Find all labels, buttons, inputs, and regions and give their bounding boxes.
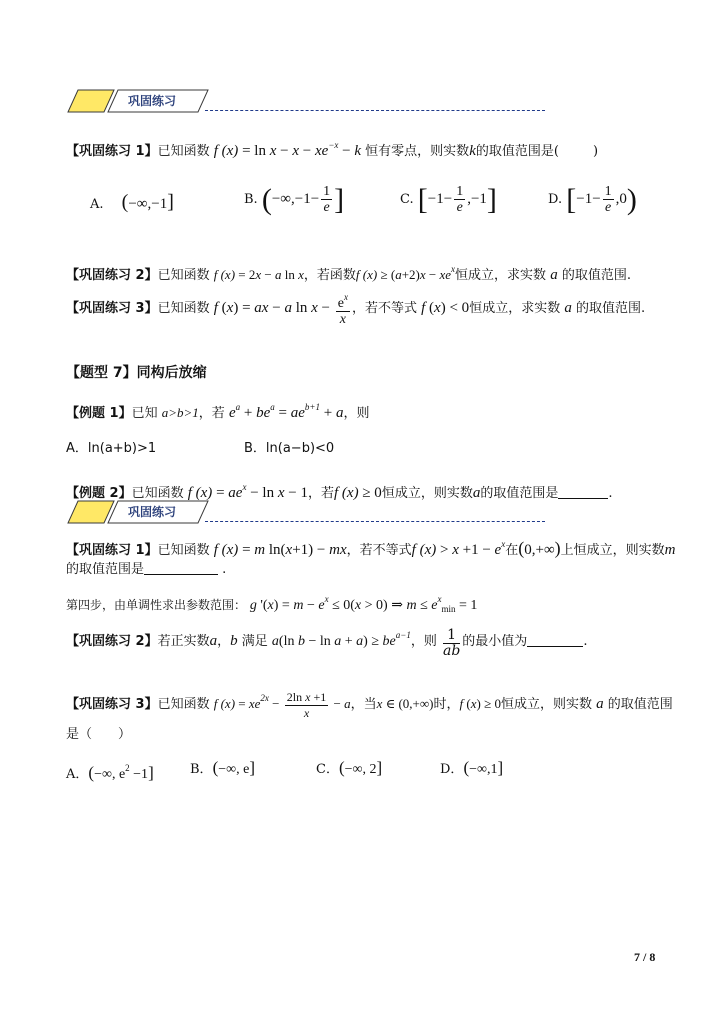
exercise-text: 满足 (241, 634, 268, 649)
example-text: ，若 (198, 406, 225, 421)
option-label: D． (440, 762, 464, 777)
example-1-question (66, 398, 369, 423)
example-text: ，若 (307, 486, 334, 501)
badge-label: 巩固练习 (128, 505, 177, 519)
interval: (0,+∞) (518, 538, 561, 558)
badge-label: 巩固练习 (128, 94, 177, 108)
exercise-text: 已知函数 (157, 268, 210, 283)
example-tag: 【例题 2】 (66, 486, 132, 501)
var-a: a (472, 485, 481, 501)
practice-3-option-d (440, 759, 503, 779)
var-a: a (596, 696, 604, 712)
option-label: D. (548, 191, 563, 207)
option-formula: [−1− $\frac{1}{e}$ ,0) (566, 182, 637, 216)
section-badge-1 (66, 88, 216, 114)
option-formula: [−1− $\frac{1}{e}$ ,−1] (417, 182, 497, 216)
option-label: C． (316, 762, 339, 777)
exercise-text: 上恒成立，则实数 (560, 543, 665, 558)
exercise-text: 已知函数 (157, 697, 210, 712)
example-text: 已知函数 (131, 486, 184, 501)
exercise-text: 的最小值为 (462, 634, 528, 649)
exercise-text: ，当 (350, 697, 377, 712)
example-text: 已知 (131, 406, 158, 421)
option-label: A. (90, 197, 104, 212)
formula: f $(x) > x +1 - e^x$ (411, 539, 506, 558)
example-1-option-a: A．ln(a+b)>1 (66, 441, 157, 456)
var-k: k (469, 143, 476, 159)
exercise-text: 若正实数 (157, 634, 210, 649)
exercise-text: ，若不等式 (346, 543, 412, 558)
option-label: B． (190, 762, 213, 777)
formula: f (x) ≥ 0 (459, 696, 501, 711)
var-a: a (564, 299, 572, 316)
section-title: 【题型 7】同构后放缩 (66, 365, 207, 381)
exercise-text: 已知函数 (157, 300, 210, 316)
exercise-text: 的取值范围是 (66, 562, 145, 577)
option-formula: (−∞,1] (463, 758, 504, 777)
var-b: b (230, 633, 238, 649)
section-badge-2 (66, 499, 216, 525)
option-c (400, 184, 497, 215)
exercise-text: 的取值范围是( (475, 144, 559, 159)
option-formula: (−∞,−1] (121, 191, 174, 213)
exercise-text: 时， (433, 697, 460, 712)
option-b (244, 184, 344, 215)
exercise-text: 在 (505, 543, 519, 558)
paren-close: ) (592, 144, 599, 159)
condition-formula: a>b>1 (161, 405, 199, 420)
example-text: 恒成立，则实数 (381, 486, 473, 501)
exercise-1-question (66, 136, 598, 161)
formula: f (x) = ax − a ln x − $\frac{e^x}{x}$ (213, 292, 348, 327)
formula: f (x) ≥ 0 (334, 485, 382, 501)
practice-1-question (66, 535, 676, 560)
formula: $e^a + be^a = ae^{b+1} + a$ (228, 402, 344, 421)
example-tag: 【例题 1】 (66, 406, 132, 421)
practice-1-line2 (66, 561, 226, 579)
var-m: m (664, 542, 676, 558)
exercise-text: 的取值范围. (561, 268, 631, 283)
example-1-option-b: B．ln(a−b)<0 (244, 441, 335, 456)
var-a: a (209, 633, 218, 649)
exercise-tag: 【巩固练习 3】 (66, 300, 158, 316)
option-d (548, 184, 637, 215)
practice-3-option-c (316, 759, 382, 779)
badge-dash-line (205, 521, 545, 522)
option-formula: (−∞, 2] (338, 758, 383, 777)
option-a (90, 193, 174, 214)
exercise-text: ，若函数 (303, 268, 356, 283)
formula: x ∈ (0,+∞) (376, 696, 434, 711)
badge-dash-line (205, 110, 545, 111)
exercise-2-question (66, 260, 631, 285)
exercise-text: 恒成立，求实数 (469, 300, 561, 316)
formula: f $(x) = xe^{2x}$ − $\frac{\text{2ln x +1}}{x}$ − a (213, 689, 351, 720)
formula: f (x) < 0 (421, 299, 470, 316)
exercise-text: ，则 (410, 634, 437, 649)
exercise-text: 已知函数 (157, 144, 210, 159)
period: . (583, 634, 588, 649)
comma: ， (217, 634, 231, 649)
fraction-1-over-ab: $\frac{1}{ab}$ (442, 627, 461, 659)
formula: f $(x) = \ln x - x - xe^{-x} - k$ (213, 140, 362, 159)
exercise-text: 恒有零点，则实数 (365, 144, 470, 159)
example-text: 的取值范围是 (480, 486, 559, 501)
formula: g '$(x) = m - e^x \le 0(x > 0)$ ⇒ $m \le e^x_{min} = 1$ (249, 594, 478, 614)
exercise-text: 的取值范围 (607, 697, 673, 712)
page-number: 7 / 8 (634, 950, 656, 964)
option-label: A． (66, 767, 89, 782)
practice-3-option-b (190, 759, 255, 779)
exercise-tag: 【巩固练习 2】 (66, 268, 158, 283)
formula: f $(x) = ae^x - \ln x - 1$ (187, 482, 308, 501)
answer-blank (527, 634, 583, 647)
period: . (608, 486, 613, 501)
exercise-text: 的取值范围. (575, 300, 646, 316)
option-formula: (−∞, $e^2 -1$] (88, 763, 154, 782)
answer-blank (144, 562, 218, 575)
option-label: B. (244, 191, 258, 207)
formula: f $(x) \ge (a+2)x - xe^x$ (355, 264, 456, 282)
exercise-tag: 【巩固练习 1】 (66, 543, 158, 558)
exercise-text: ，若不等式 (351, 300, 417, 316)
exercise-tag: 【巩固练习 2】 (66, 634, 158, 649)
exercise-text: 恒成立，求实数 (455, 268, 547, 283)
exercise-tag: 【巩固练习 3】 (66, 697, 158, 712)
option-formula: (−∞,−1− $\frac{1}{e}$ ] (261, 182, 345, 216)
period: . (222, 562, 227, 577)
var-a: a (550, 267, 558, 283)
practice-3-line2: 是（ ） (66, 727, 132, 742)
example-text: ，则 (343, 406, 370, 421)
formula: f (x) = 2x − a ln x (213, 267, 304, 282)
exercise-tag: 【巩固练习 1】 (66, 144, 158, 159)
formula: a(ln $b - \ln a + a) \ge be^{a-1}$ (271, 630, 411, 649)
option-formula: (−∞, e] (212, 758, 255, 777)
step-text: 第四步，由单调性求出参数范围： (66, 598, 247, 612)
step-four-note (66, 590, 477, 618)
exercise-3-question (66, 290, 645, 327)
practice-3-question (66, 689, 673, 721)
option-label: C. (400, 191, 414, 207)
exercise-text: 恒成立，则实数 (500, 697, 592, 712)
practice-2-question (66, 626, 587, 659)
practice-3-option-a (66, 759, 154, 784)
answer-blank (558, 486, 608, 499)
exercise-text: 已知函数 (157, 543, 210, 558)
formula: f (x) = m ln(x+1) − mx (213, 542, 347, 558)
